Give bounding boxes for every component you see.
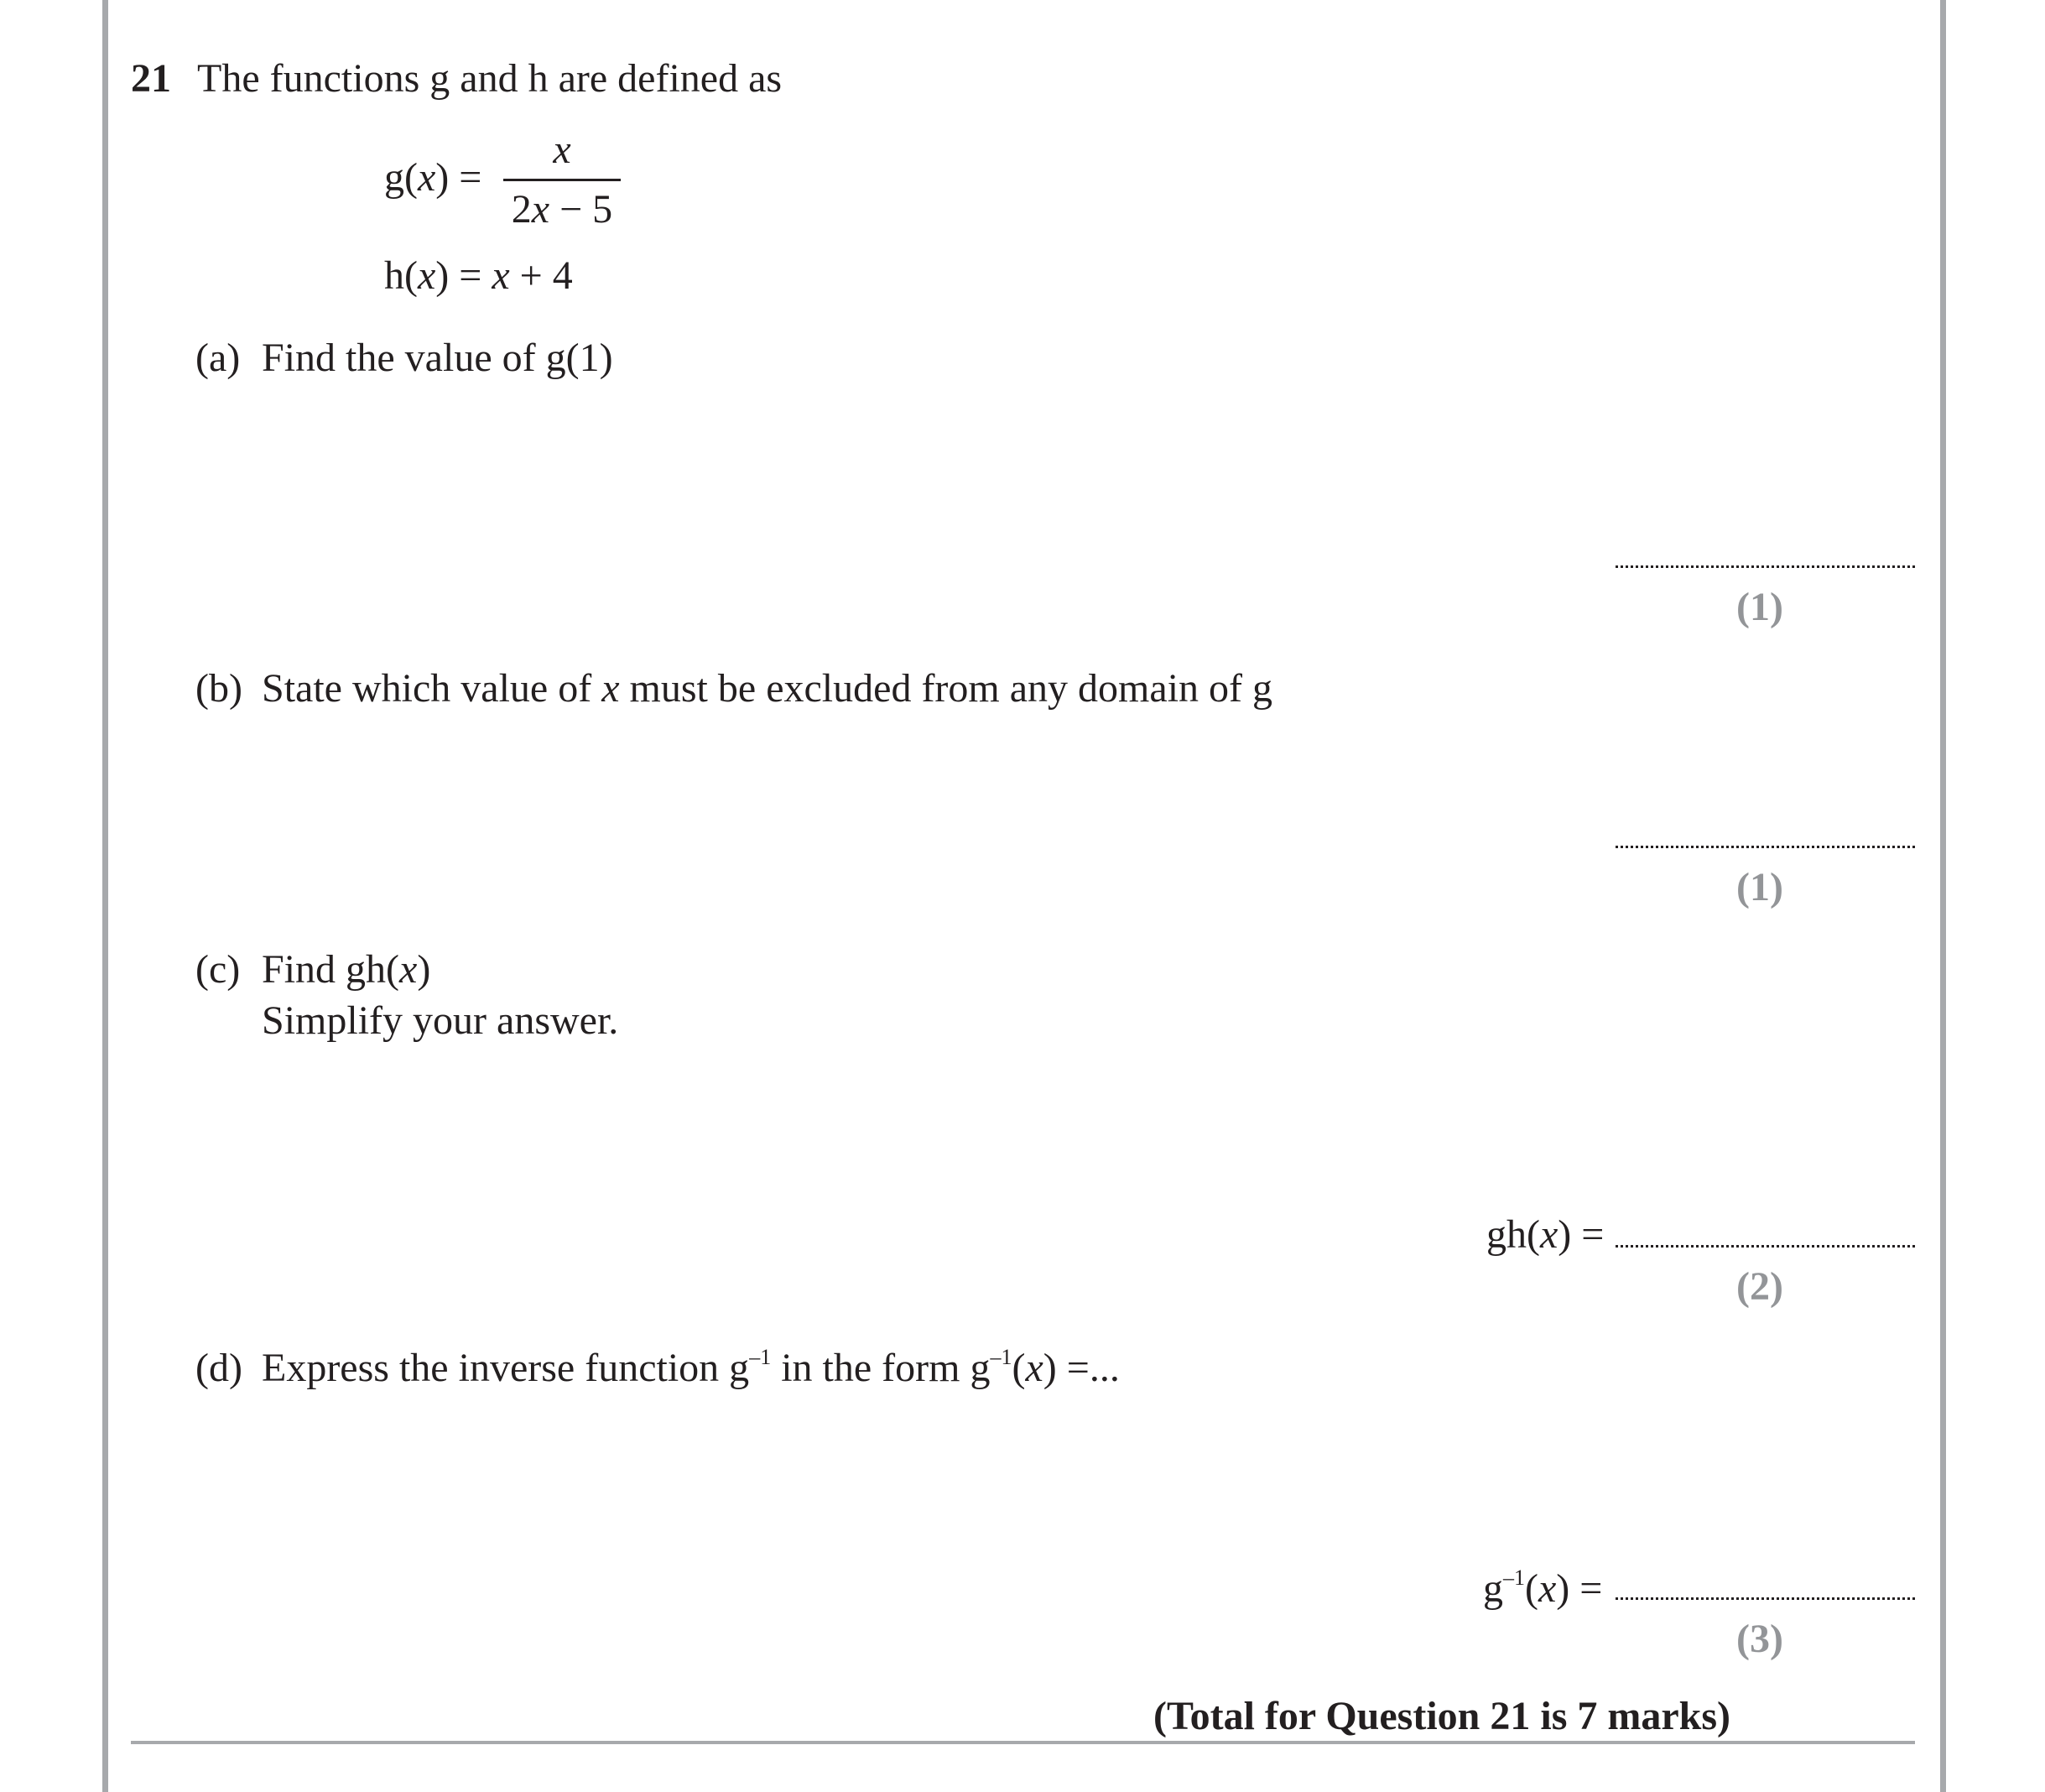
part-c-text: Find gh(x) — [262, 947, 431, 992]
question-total: (Total for Question 21 is 7 marks) — [1153, 1694, 1731, 1738]
fraction-bar — [503, 179, 621, 181]
question-number: 21 — [131, 56, 171, 101]
part-a-text: Find the value of g(1) — [262, 336, 613, 380]
part-c-answer-label: gh(x) = — [1486, 1212, 1605, 1257]
part-a-answer-line[interactable] — [1616, 565, 1915, 568]
part-d-label: (d) — [195, 1346, 242, 1390]
question-intro: The functions g and h are defined as — [197, 56, 783, 101]
part-d-answer-line[interactable] — [1616, 1597, 1915, 1600]
part-d-marks: (3) — [1736, 1617, 1783, 1661]
part-c-marks: (2) — [1736, 1264, 1783, 1309]
g-numerator: x — [553, 128, 571, 172]
g-definition-fraction — [503, 130, 621, 230]
part-b-answer-line[interactable] — [1616, 846, 1915, 848]
part-d-text: Express the inverse function $g^{-1}$ in the form $g^{-1}(x)$ =... — [262, 1345, 1120, 1390]
page-border-left — [102, 0, 108, 1792]
part-b-text: State which value of x must be excluded from any domain of g — [262, 666, 1273, 711]
g-definition-lhs: g(x) = — [384, 155, 482, 200]
part-c-answer-line[interactable] — [1616, 1245, 1915, 1248]
h-definition: h(x) = x + 4 — [384, 253, 573, 298]
part-a-label: (a) — [195, 336, 241, 380]
part-a-marks: (1) — [1736, 585, 1783, 629]
part-c-label: (c) — [195, 947, 241, 992]
part-b-label: (b) — [195, 666, 242, 711]
page-border-right — [1940, 0, 1946, 1792]
g-denominator: 2x − 5 — [511, 187, 613, 232]
part-c-instruction: Simplify your answer. — [262, 998, 619, 1043]
part-b-marks: (1) — [1736, 865, 1783, 909]
part-d-answer-label: $g^{-1}(x)$ = — [1483, 1565, 1603, 1611]
bottom-rule — [131, 1741, 1915, 1744]
